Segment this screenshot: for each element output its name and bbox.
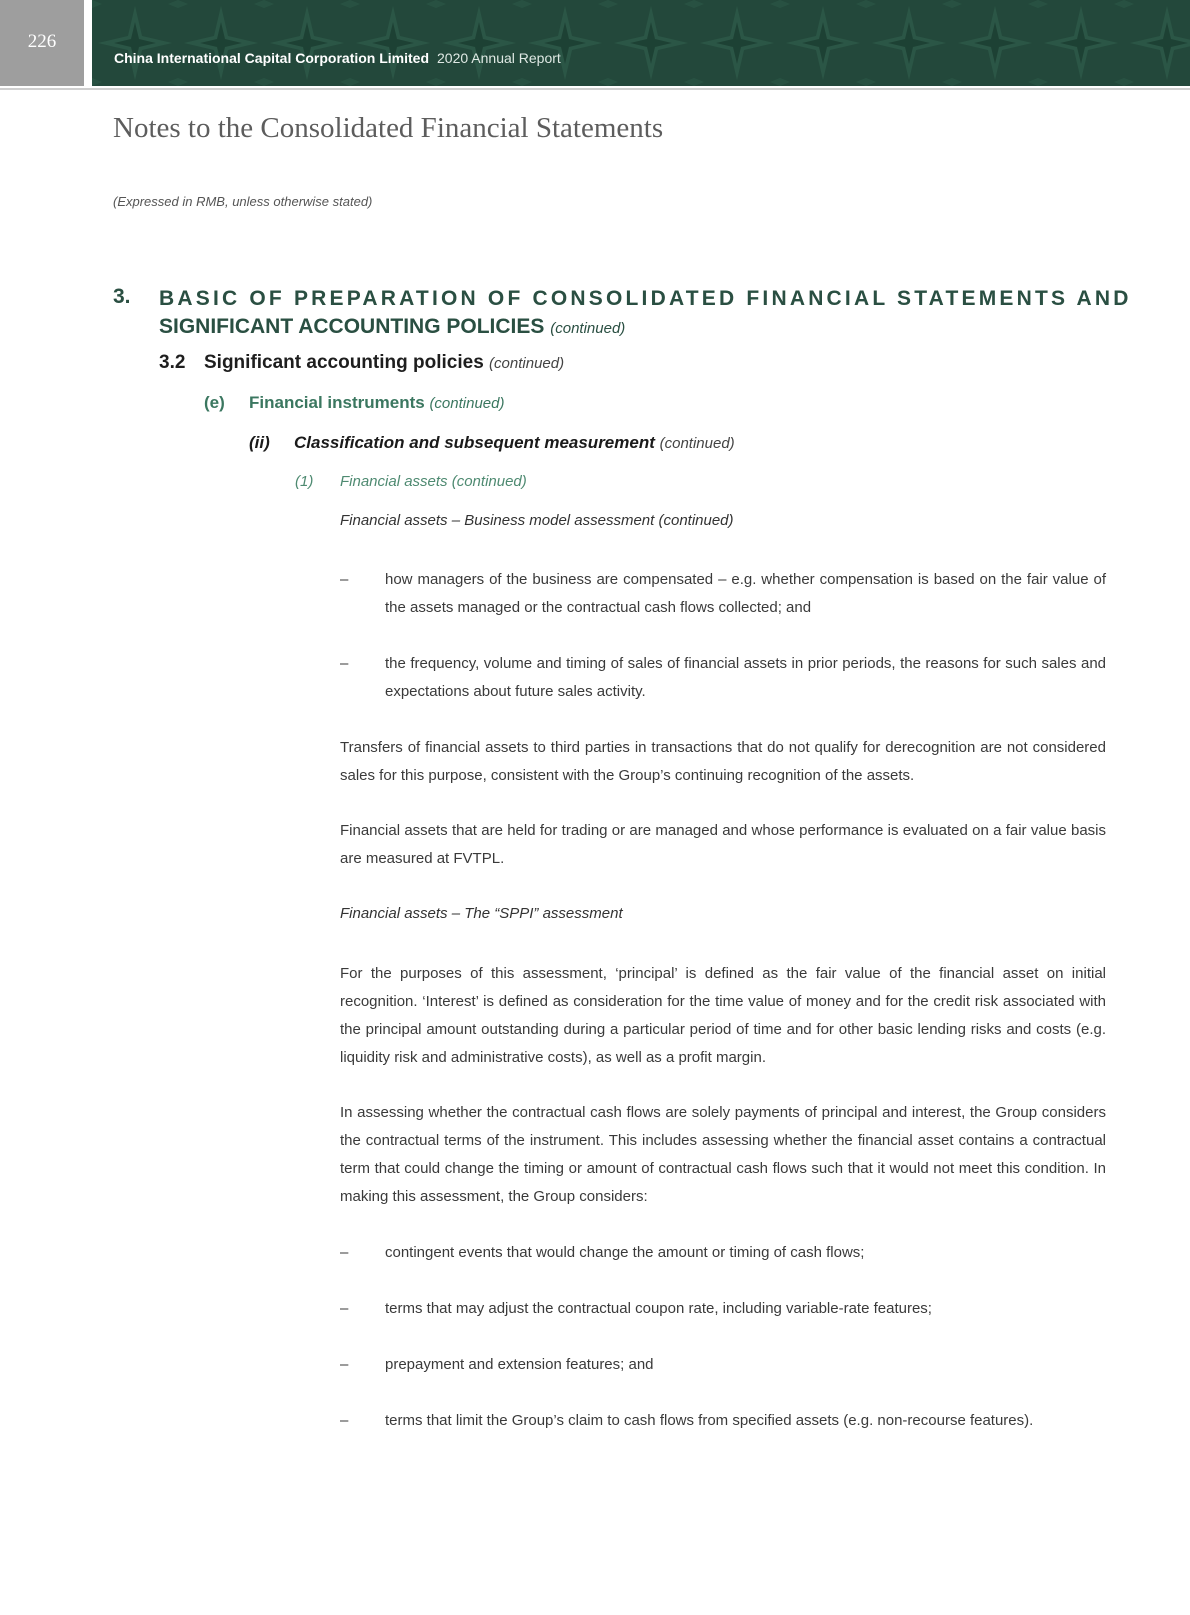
bullet-dash: –	[340, 1300, 349, 1317]
page-title: Notes to the Consolidated Financial Statements	[113, 112, 664, 144]
bullet-dash: –	[340, 1356, 349, 1373]
subsection-ii-continued: (continued)	[659, 435, 735, 452]
sppi-heading: Financial assets – The “SPPI” assessment	[340, 905, 623, 922]
section-continued: (continued)	[550, 320, 626, 337]
bullet-dash: –	[340, 571, 349, 588]
subsection-e	[204, 393, 504, 413]
paragraph-transfers: Transfers of financial assets to third parties in transactions that do not qualify for derecognition are not considered sales for this purpose, consistent with the Group’s continuing recognition of the assets.	[340, 739, 1106, 784]
subsection-3-2	[159, 352, 564, 374]
subsection-ii-title: Classification and subsequent measurement	[294, 433, 655, 452]
business-model-heading: Financial assets – Business model assessment (continued)	[340, 512, 734, 529]
subsection-1	[295, 473, 527, 490]
subsection-number: 3.2	[159, 352, 186, 373]
report-name: 2020 Annual Report	[437, 50, 561, 66]
section-title-line2-wrap	[159, 313, 1105, 343]
header-text	[114, 50, 561, 66]
bullet-text: terms that limit the Group’s claim to cash flows from specified assets (e.g. non-recourse features).	[385, 1412, 1034, 1429]
list-item	[340, 650, 1106, 706]
header-banner	[92, 0, 1190, 86]
page-header	[0, 0, 1190, 90]
page-number: 226	[27, 31, 57, 52]
list-item	[340, 1351, 1106, 1379]
bullet-text: the frequency, volume and timing of sales of financial assets in prior periods, the reasons for such sales and expectations about future sales activity.	[385, 655, 1106, 700]
subsection-ii	[249, 433, 735, 453]
paragraph-trading: Financial assets that are held for trading or are managed and whose performance is evaluated on a fair value basis are measured at FVTPL.	[340, 822, 1106, 867]
currency-note: (Expressed in RMB, unless otherwise stated)	[113, 194, 373, 209]
list-item	[340, 1239, 1106, 1267]
subsection-e-number: (e)	[204, 393, 225, 412]
section-number: 3.	[113, 285, 131, 308]
subsection-e-continued: (continued)	[429, 395, 505, 412]
list-item	[340, 566, 1106, 622]
subsection-1-title: Financial assets (continued)	[340, 473, 527, 490]
bullet-text: prepayment and extension features; and	[385, 1356, 654, 1373]
bullet-dash: –	[340, 655, 349, 672]
subsection-1-number: (1)	[295, 473, 314, 490]
bullet-text: how managers of the business are compensated – e.g. whether compensation is based on the fair value of the assets managed or the contractual cash flows collected; and	[385, 571, 1106, 616]
paragraph-purposes: For the purposes of this assessment, ‘principal’ is defined as the fair value of the financial asset on initial recognition. ‘Interest’ is defined as consideration for the time value of money and for the credit risk associated with the principal amount outstanding during a particular period of time and for other basic lending risks and costs (e.g. liquidity risk and administrative costs), as well as a profit margin.	[340, 965, 1106, 1066]
paragraph-assessing: In assessing whether the contractual cash flows are solely payments of principal and interest, the Group considers the contractual terms of the instrument. This includes assessing whether the financial asset contains a contractual term that could change the timing or amount of contractual cash flows such that it would not meet this condition. In making this assessment, the Group considers:	[340, 1104, 1106, 1205]
section-title-line1: BASIC OF PREPARATION OF CONSOLIDATED FINANCIAL STATEMENTS AND	[159, 287, 1132, 310]
company-name: China International Capital Corporation Limited	[114, 50, 430, 66]
section-title-line2: SIGNIFICANT ACCOUNTING POLICIES	[159, 315, 545, 338]
bullet-dash: –	[340, 1412, 349, 1429]
subsection-e-title: Financial instruments	[249, 393, 425, 412]
bullet-text: terms that may adjust the contractual coupon rate, including variable-rate features;	[385, 1300, 932, 1317]
list-item	[340, 1407, 1106, 1435]
bullet-text: contingent events that would change the amount or timing of cash flows;	[385, 1244, 865, 1261]
subsection-continued: (continued)	[489, 355, 565, 372]
subsection-title: Significant accounting policies	[204, 352, 484, 373]
bullet-dash: –	[340, 1244, 349, 1261]
subsection-ii-number: (ii)	[249, 433, 270, 452]
section-heading	[159, 285, 1132, 343]
page-number-tab	[0, 0, 84, 86]
header-rule	[0, 88, 1190, 90]
list-item	[340, 1295, 1106, 1323]
banner-pattern	[92, 0, 1190, 86]
